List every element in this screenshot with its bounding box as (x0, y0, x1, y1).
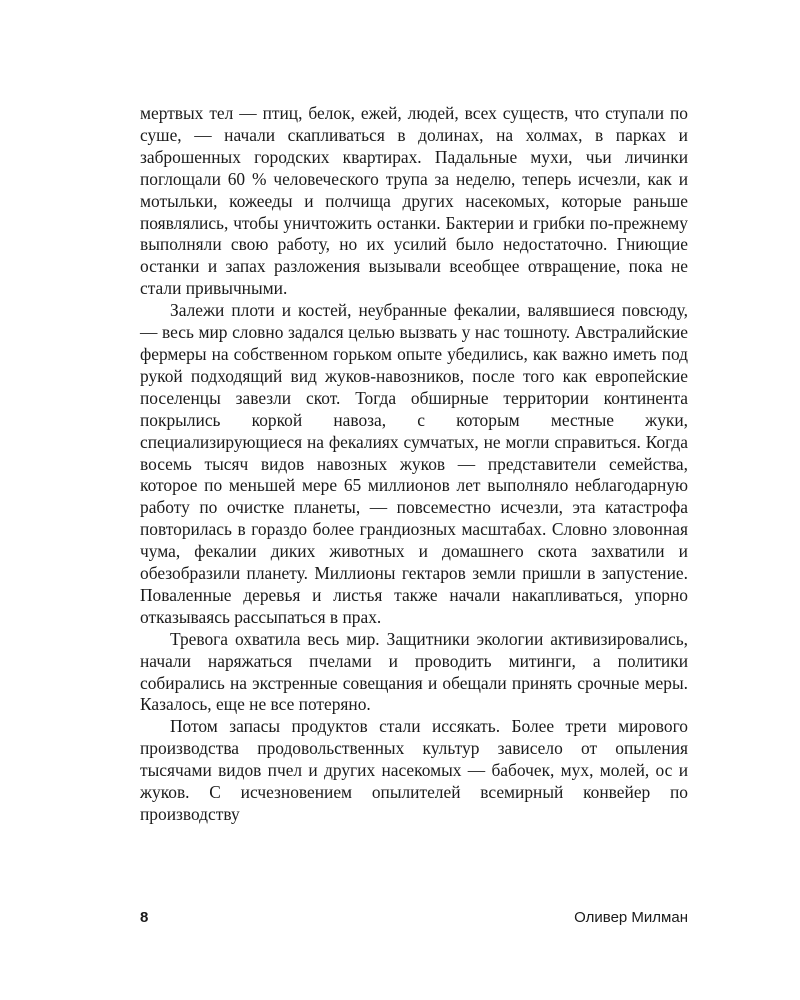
running-author: Оливер Милман (574, 909, 688, 926)
body-text (140, 103, 688, 826)
paragraph-2: Залежи плоти и костей, неубранные фекалии, валявшиеся повсюду, — весь мир словно задался целью вызвать у нас тошноту. Австралийские фермеры на собственном горьком опыте убедились, как важно иметь под рукой подходящий вид жуков-навозников, после того как европейские поселенцы завезли скот. Тогда обширные территории континента покрылись коркой навоза, с которым местные жуки, специализирующиеся на фекалиях сумчатых, не могли справиться. Когда восемь тысяч видов навозных жуков — представители семейства, которое по меньшей мере 65 миллионов лет выполняло неблагодарную работу по очистке планеты, — повсеместно исчезли, эта катастрофа повторилась в гораздо более грандиозных масштабах. Словно зловонная чума, фекалии диких животных и домашнего скота захватили и обезобразили планету. Миллионы гектаров земли пришли в запустение. Поваленные деревья и листья также начали накапливаться, упорно отказываясь рассыпаться в прах. (140, 300, 688, 627)
page-footer (140, 909, 688, 935)
paragraph-4: Потом запасы продуктов стали иссякать. Более трети мирового производства продовольственных культур зависело от опыления тысячами видов пчел и других насекомых — бабочек, мух, молей, ос и жуков. С исчезновением опылителей всемирный конвейер по производству (140, 716, 688, 824)
paragraph-3: Тревога охватила весь мир. Защитники экологии активизировались, начали наряжаться пчелами и проводить митинги, а политики собирались на экстренные совещания и обещали принять срочные меры. Казалось, еще не все потеряно. (140, 628, 688, 715)
paragraph-1: мертвых тел — птиц, белок, ежей, людей, всех существ, что ступали по суше, — начали скапливаться в долинах, на холмах, в парках и заброшенных городских квартирах. Падальные мухи, чьи личинки поглощали 60 % человеческого трупа за неделю, теперь исчезли, как и мотыльки, кожееды и полчища других насекомых, которые раньше появлялись, чтобы уничтожить останки. Бактерии и грибки по-прежнему выполняли свою работу, но их усилий было недостаточно. Гниющие останки и запах разложения вызывали всеобщее отвращение, пока не стали привычными. (140, 103, 688, 299)
page-number: 8 (140, 909, 149, 926)
